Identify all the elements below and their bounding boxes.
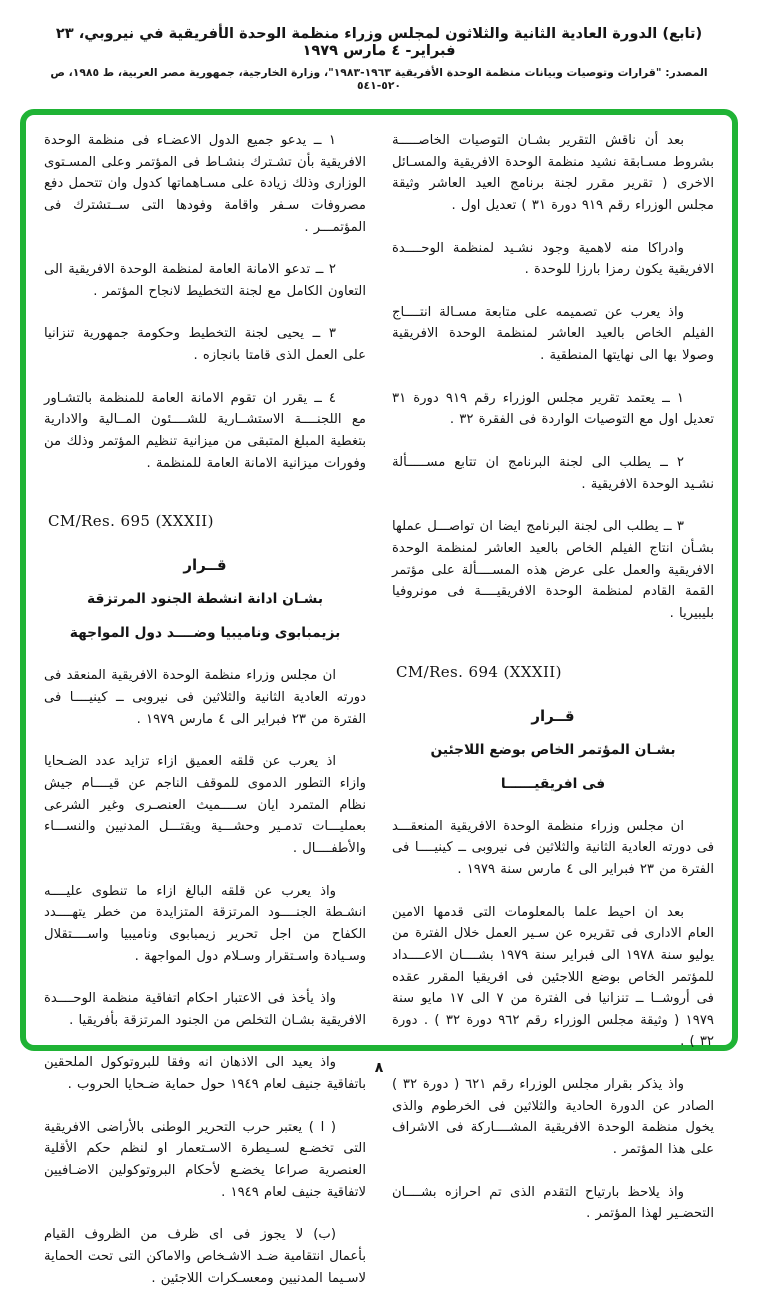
paragraph: واذ يذكر بقرار مجلس الوزراء رقم ٦٢١ ( دورة ٣٢ ) الصادر عن الدورة الحادية والثلاثين فى الخرطوم والذى يخول منظمة الوحدة الافريقية المشــــاركة فى الاشراف على هذا المؤتمر . — [392, 1077, 714, 1157]
resolution-title: بشـان ادانة انشطة الجنود المرتزقة — [86, 591, 324, 608]
session-title: (تابع) الدورة العادية الثانية والثلاثون لمجلس وزراء منظمة الوحدة الأفريقية في نيروبي، ٢٣ فبراير- ٤ مارس ١٩٧٩ — [55, 25, 703, 59]
green-border-content-box — [20, 109, 738, 1286]
paragraph: ١ ــ يعتمد تقرير مجلس الوزراء رقم ٩١٩ دورة ٣١ تعديل اول مع التوصيات الواردة فى الفقرة ٣٢ . — [392, 390, 714, 428]
paragraph: ٣ ــ يحيى لجنة التخطيط وحكومة جمهورية تنزانيا على العمل الذى قامتا بانجازه . — [44, 326, 366, 364]
paragraph: ان مجلس وزراء منظمة الوحدة الافريقية المنعقد فى دورته العادية الثانية والثلاثين فى نيروبى ــ كينيــــا فى الفترة من ٢٣ فبراير الى ٤ مارس ١٩٧٩ . — [44, 668, 366, 727]
page-number: ٨ — [374, 1060, 384, 1076]
paragraph: ١ ــ يدعو جميع الدول الاعضـاء فى منظمة الوحدة الافريقية بأن تشـترك بنشـاط فى المؤتمر وعلى المسـتوى الوزارى وذلك زيادة على مسـاهماتها كدول وان تتحمل دفع مصروفات سـفر واقامة وفودها التى ســتشترك فى المؤتمـــر . — [44, 133, 366, 235]
resolution-word: قــرار — [183, 556, 227, 575]
paragraph: واذ يلاحظ بارتياح التقدم الذى تم احرازه بشــــان التحضـير لهذا المؤتمر . — [392, 1184, 714, 1222]
paragraph: ٤ ــ يقرر ان تقوم الامانة العامة للمنظمة بالتشـاور مع اللجنــــة الاستشــارية للشــــئون المــالية والادارية بتغطية المبلغ المتبقى من ميزانية تنظيم المؤتمر وذلك من وفورات ميزانية الامانة العامة للمنظمة . — [44, 390, 366, 471]
resolution-title: بشـان المؤتمر الخاص بوضع اللاجئين — [430, 741, 676, 758]
paragraph: ان مجلس وزراء منظمة الوحدة الافريقية المنعقـــد فى دورته العادية الثانية والثلاثين فى نيروبى ــ كينيــــا فى الفترة من ٢٣ فبراير الى ٤ مارس سنة ١٩٧٩ . — [392, 818, 714, 877]
paragraph: ٣ ــ يطلب الى لجنة البرنامج ايضا ان تواصـــل عملها بشـأن انتاج الفيلم الخاص بالعيد العاشر لمنظمة الوحدة الافريقية والعمل على عرض هذه المســــألة على مؤتمر القمة القادم لمنظمة الوحدة الافريقيــــة فى مونروفيا بليبيريا . — [392, 519, 714, 621]
paragraph: ٢ ــ يطلب الى لجنة البرنامج ان تتابع مســـــألة نشـيد الوحدة الافريقية . — [392, 455, 714, 492]
paragraph: واذ يعرب عن تصميمه على متابعة مسـالة انتــــاج الفيلم الخاص بالعيد العاشر لمنظمة الوحدة الافريقية وصولا بها الى نهايتها المنطقية . — [392, 304, 714, 364]
source-citation: المصدر: "قرارات وتوصيات وبيانات منظمة الوحدة الأفريقية ١٩٦٣-١٩٨٣"، وزارة الخارجية، جمهورية مصر العربية، ط ١٩٨٥، ص ٥٢٠-٥٤١ — [50, 66, 708, 92]
paragraph: ٢ ــ تدعو الامانة العامة لمنظمة الوحدة الافريقية الى التعاون الكامل مع لجنة التخطيط لانجاح المؤتمر . — [44, 262, 366, 299]
column-right — [392, 128, 715, 1222]
resolution-number: CM/Res. 695 (XXXII) — [48, 512, 214, 531]
column-left — [44, 128, 366, 1286]
paragraph: واذ يأخذ فى الاعتبار احكام اتفاقية منظمة الوحــــدة الافريقية بشـان التخلص من الجنود المرتزقة بأفريقيا . — [44, 991, 366, 1028]
paragraph: ( ا ) يعتبر حرب التحرير الوطنى بالأراضى الافريقية التى تخضـع لسـيطرة الاسـتعمار او لنظم حكم الأقلية العنصرية صراعا يخضـع لأحكام البروتوكولين الاضـافيين لاتفاقية جنيف لعام ١٩٤٩ . — [44, 1119, 366, 1200]
paragraph: واذ يعرب عن قلقه البالغ ازاء ما تنطوى عليــــه انشـطة الجنــــود المرتزقة المتزايدة من خطر يتهــــدد الكفاح من اجل تحرير زيمبابوى وناميبيا واســــتقلال وسـيادة واسـتقرار وسـلام دول المواجهة . — [44, 883, 366, 964]
paragraph: (ب) لا يجوز فى اى ظرف من الظروف القيام بأعمال انتقامية ضـد الاشـخاص والاماكن التى تحت الحماية لاسـيما المدنيين ومعسـكرات اللاجئين . — [44, 1227, 366, 1286]
paragraph: بعد ان احيط علما بالمعلومات التى قدمها الامين العام الادارى فى تقريره عن سـير العمل خلال الفترة من يوليو سنة ١٩٧٨ الى فبراير سنة ١٩٧٩ بشــــان الاعــــداد للمؤتمر الخاص بوضع اللاجئين فى افريقيا المقرر عقده فى أروشــا ــ تنزانيا فى الفترة من ٧ الى ١٧ مايو سنة ١٩٧٩ ( وثيقة مجلس الوزراء رقم ٩٦٢ دورة ٣٢ ) . دورة ٣٢ ) . — [392, 904, 715, 1050]
resolution-number: CM/Res. 694 (XXXII) — [396, 662, 562, 681]
paragraph: اذ يعرب عن قلقه العميق ازاء تزايد عدد الضـحايا وازاء التطور الدموى للموقف الناجم عن قيــــام جيش نظام المتمرد ايان ســــميث العنصـرى وغير الشرعى بعمليـــات تدمـير وحشـــية ويقتـــل المدنيين والنســـاء والأطفــــال . — [44, 754, 366, 856]
paragraph: واذ يعيد الى الاذهان انه وفقا للبروتوكول الملحقين باتفاقية جنيف لعام ١٩٤٩ حول حماية ضـحايا الحروب . — [44, 1055, 366, 1093]
paragraph: بعد أن ناقش التقرير بشـان التوصيات الخاصـــــة بشروط مسـابقة نشيد منظمة الوحدة الافريقية والمسـائل الاخرى ( تقرير مقرر لجنة برنامج العيد العاشر وثيقة مجلس الوزراء رقم ٩١٩ دورة ٣١ ) تعديل اول . — [392, 133, 714, 213]
paragraph: وادراكا منه لاهمية وجود نشـيد لمنظمة الوحــــدة الافريقية يكون رمزا بارزا للوحدة . — [392, 240, 714, 278]
resolution-word: قــرار — [531, 706, 575, 725]
page-header — [0, 0, 758, 92]
resolution-title: بزيمبابوى وناميبيا وضــــد دول المواجهة — [69, 625, 341, 642]
resolution-title: فى افريقيــــــا — [500, 775, 606, 792]
